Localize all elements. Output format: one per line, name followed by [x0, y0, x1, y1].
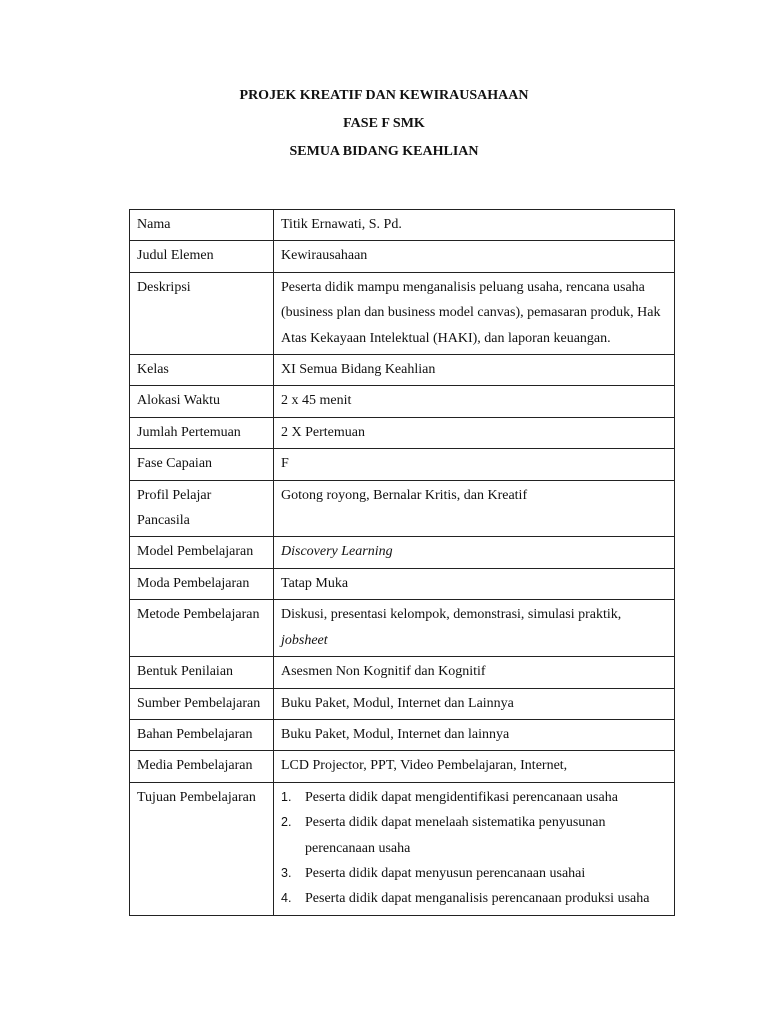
- value-model-pembelajaran: Discovery Learning: [274, 537, 675, 568]
- label-tujuan-pembelajaran: Tujuan Pembelajaran: [130, 782, 274, 915]
- value-judul-elemen: Kewirausahaan: [274, 241, 675, 272]
- list-item: [281, 810, 666, 861]
- value-media-pembelajaran: LCD Projector, PPT, Video Pembelajaran, Internet,: [274, 751, 675, 782]
- label-media-pembelajaran: Media Pembelajaran: [130, 751, 274, 782]
- value-bahan-pembelajaran: Buku Paket, Modul, Internet dan lainnya: [274, 719, 675, 750]
- label-deskripsi: Deskripsi: [130, 272, 274, 354]
- row-fase-capaian: [130, 449, 675, 480]
- list-text: Peserta didik dapat menyusun perencanaan usahai: [305, 865, 586, 881]
- row-sumber-pembelajaran: [130, 688, 675, 719]
- row-bahan-pembelajaran: [130, 719, 675, 750]
- value-metode-pembelajaran: [274, 600, 675, 657]
- document-header: [0, 86, 768, 170]
- row-profil-pelajar: [130, 480, 675, 537]
- row-judul-elemen: [130, 241, 675, 272]
- value-profil-pelajar: Gotong royong, Bernalar Kritis, dan Kreatif: [274, 480, 675, 537]
- label-fase-capaian: Fase Capaian: [130, 449, 274, 480]
- label-profil-pelajar: Profil Pelajar Pancasila: [130, 480, 274, 537]
- list-text: Peserta didik dapat menelaah sistematika penyusunan perencanaan usaha: [305, 815, 606, 856]
- label-kelas: Kelas: [130, 355, 274, 386]
- row-moda-pembelajaran: [130, 568, 675, 599]
- list-number: 4.: [281, 891, 292, 906]
- list-number: 1.: [281, 789, 292, 804]
- value-tujuan-pembelajaran: [274, 782, 675, 915]
- list-item: [281, 886, 666, 911]
- list-number: 2.: [281, 815, 292, 830]
- row-tujuan-pembelajaran: [130, 782, 675, 915]
- title-line-3: SEMUA BIDANG KEAHLIAN: [289, 144, 479, 159]
- value-nama: Titik Ernawati, S. Pd.: [274, 210, 675, 241]
- row-model-pembelajaran: [130, 537, 675, 568]
- row-bentuk-penilaian: [130, 657, 675, 688]
- value-deskripsi: Peserta didik mampu menganalisis peluang usaha, rencana usaha (business plan dan business model canvas), pemasaran produk, Hak Atas Kekayaan Intelektual (HAKI), dan laporan keuangan.: [274, 272, 675, 354]
- value-sumber-pembelajaran: Buku Paket, Modul, Internet dan Lainnya: [274, 688, 675, 719]
- list-item: [281, 861, 666, 886]
- list-text: Peserta didik dapat mengidentifikasi perencanaan usaha: [305, 789, 618, 805]
- value-alokasi-waktu: 2 x 45 menit: [274, 386, 675, 417]
- info-table: [129, 209, 675, 916]
- metode-jobsheet: jobsheet: [281, 632, 328, 648]
- label-nama: Nama: [130, 210, 274, 241]
- value-moda-pembelajaran: Tatap Muka: [274, 568, 675, 599]
- metode-text: Diskusi, presentasi kelompok, demonstrasi, simulasi praktik,: [281, 607, 622, 623]
- row-kelas: [130, 355, 675, 386]
- list-number: 3.: [281, 865, 292, 880]
- value-fase-capaian: F: [274, 449, 675, 480]
- label-judul-elemen: Judul Elemen: [130, 241, 274, 272]
- label-sumber-pembelajaran: Sumber Pembelajaran: [130, 688, 274, 719]
- label-moda-pembelajaran: Moda Pembelajaran: [130, 568, 274, 599]
- value-bentuk-penilaian: Asesmen Non Kognitif dan Kognitif: [274, 657, 675, 688]
- row-alokasi-waktu: [130, 386, 675, 417]
- label-metode-pembelajaran: Metode Pembelajaran: [130, 600, 274, 657]
- row-nama: [130, 210, 675, 241]
- value-kelas: XI Semua Bidang Keahlian: [274, 355, 675, 386]
- label-model-pembelajaran: Model Pembelajaran: [130, 537, 274, 568]
- list-item: [281, 785, 666, 810]
- title-line-1: PROJEK KREATIF DAN KEWIRAUSAHAAN: [239, 88, 529, 103]
- label-alokasi-waktu: Alokasi Waktu: [130, 386, 274, 417]
- row-jumlah-pertemuan: [130, 417, 675, 448]
- row-deskripsi: [130, 272, 675, 354]
- title-line-2: FASE F SMK: [343, 116, 425, 131]
- label-jumlah-pertemuan: Jumlah Pertemuan: [130, 417, 274, 448]
- goals-list: [281, 785, 666, 912]
- list-text: Peserta didik dapat menganalisis perencanaan produksi usaha: [305, 891, 650, 907]
- label-bentuk-penilaian: Bentuk Penilaian: [130, 657, 274, 688]
- value-jumlah-pertemuan: 2 X Pertemuan: [274, 417, 675, 448]
- label-bahan-pembelajaran: Bahan Pembelajaran: [130, 719, 274, 750]
- row-metode-pembelajaran: [130, 600, 675, 657]
- row-media-pembelajaran: [130, 751, 675, 782]
